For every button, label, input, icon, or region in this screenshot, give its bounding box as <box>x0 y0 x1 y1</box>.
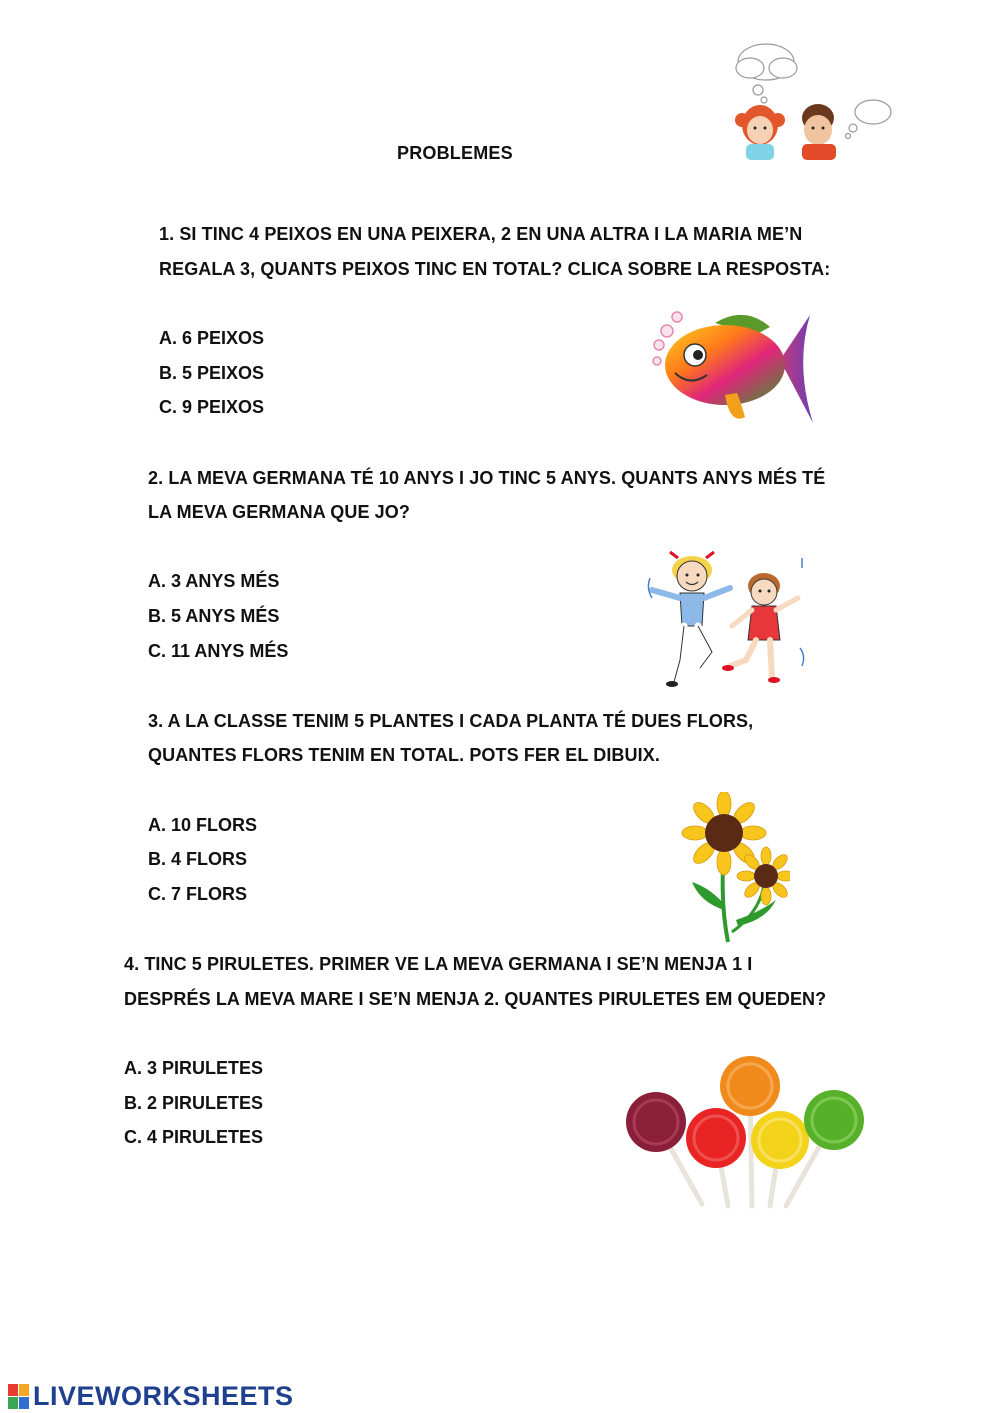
liveworksheets-logo-icon <box>8 1384 30 1410</box>
question-3-line-2: QUANTES FLORS TENIM EN TOTAL. POTS FER EL DIBUIX. <box>148 745 660 765</box>
question-2-option-b[interactable]: B. 5 ANYS MÉS <box>148 606 280 626</box>
question-4-line-2: DESPRÉS LA MEVA MARE I SE’N MENJA 2. QUANTES PIRULETES EM QUEDEN? <box>124 989 827 1009</box>
question-2-option-a[interactable]: A. 3 ANYS MÉS <box>148 571 280 591</box>
lollipops-icon <box>620 1046 872 1210</box>
question-2-line-2: LA MEVA GERMANA QUE JO? <box>148 502 410 522</box>
footer <box>8 1381 294 1412</box>
question-3-option-b[interactable]: B. 4 FLORS <box>148 849 248 869</box>
question-1-option-b[interactable]: B. 5 PEIXOS <box>159 363 265 383</box>
question-4-line-1: 4. TINC 5 PIRULETES. PRIMER VE LA MEVA GERMANA I SE’N MENJA 1 I <box>124 954 753 974</box>
question-3-line-1: 3. A LA CLASSE TENIM 5 PLANTES I CADA PLANTA TÉ DUES FLORS, <box>148 711 754 731</box>
question-4-option-c[interactable]: C. 4 PIRULETES <box>124 1127 264 1147</box>
question-3-option-a[interactable]: A. 10 FLORS <box>148 815 258 835</box>
thinking-children-icon <box>728 40 898 162</box>
page-title: PROBLEMES <box>397 143 513 163</box>
question-2-line-1: 2. LA MEVA GERMANA TÉ 10 ANYS I JO TINC 5 ANYS. QUANTS ANYS MÉS TÉ <box>148 468 826 488</box>
question-1-line-1: 1. SI TINC 4 PEIXOS EN UNA PEIXERA, 2 EN UNA ALTRA I LA MARIA ME’N <box>159 224 803 244</box>
question-1-line-2: REGALA 3, QUANTS PEIXOS TINC EN TOTAL? CLICA SOBRE LA RESPOSTA: <box>159 259 831 279</box>
question-1-option-c[interactable]: C. 9 PEIXOS <box>159 397 265 417</box>
dancing-girls-icon <box>642 548 812 690</box>
question-4-option-b[interactable]: B. 2 PIRULETES <box>124 1093 264 1113</box>
question-4-option-a[interactable]: A. 3 PIRULETES <box>124 1058 264 1078</box>
question-1-option-a[interactable]: A. 6 PEIXOS <box>159 328 265 348</box>
sunflower-icon <box>680 792 790 950</box>
fish-icon <box>645 305 815 435</box>
footer-brand[interactable]: LIVEWORKSHEETS <box>33 1381 294 1411</box>
question-2-option-c[interactable]: C. 11 ANYS MÉS <box>148 641 289 661</box>
question-3-option-c[interactable]: C. 7 FLORS <box>148 884 248 904</box>
